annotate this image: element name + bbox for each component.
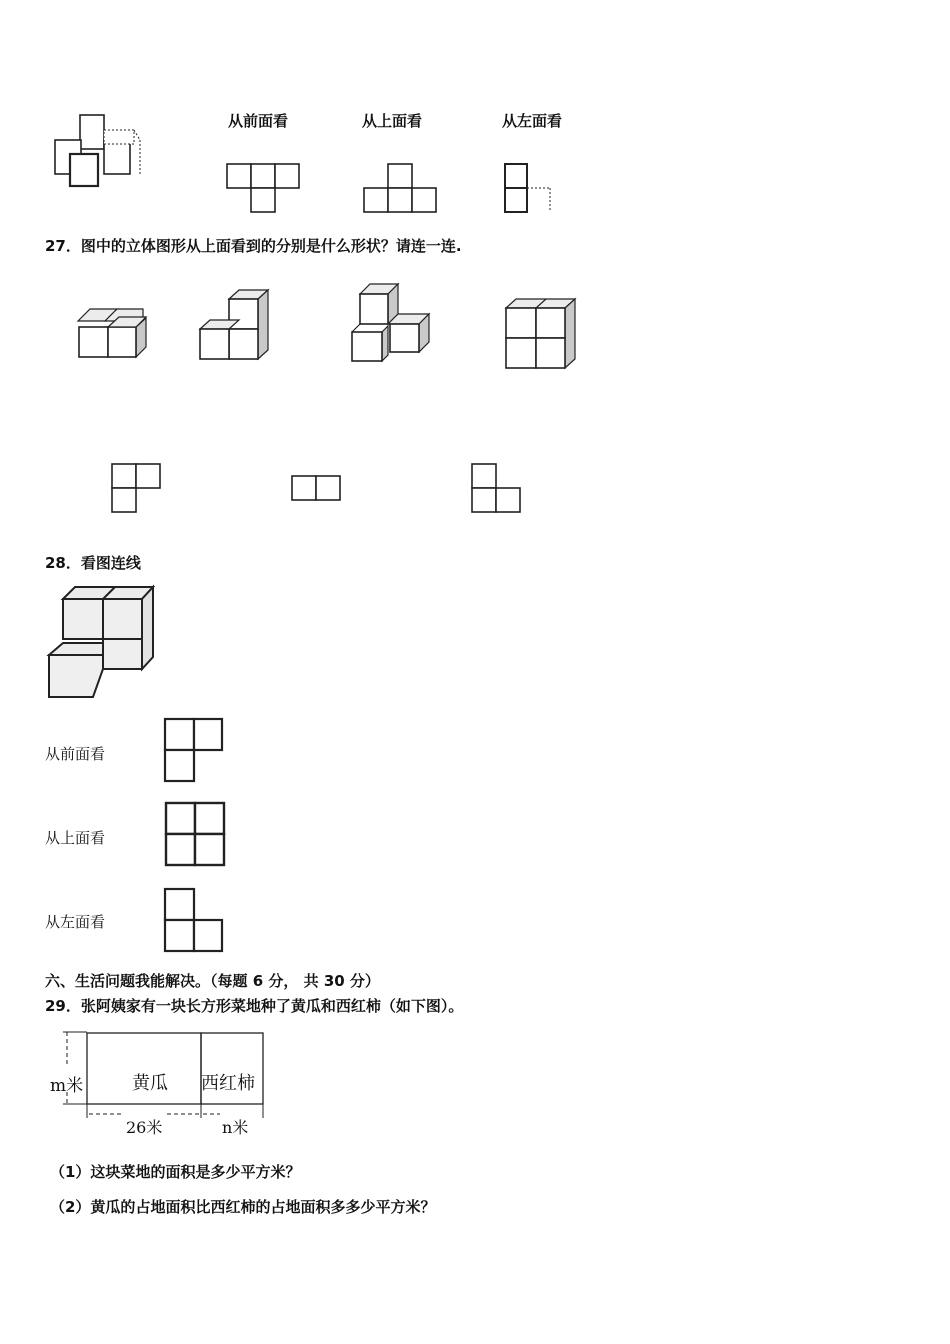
q26-top-view [362, 162, 442, 217]
q29-tomato-label: 西红柿 [201, 1073, 255, 1094]
q29-height-label: m米 [50, 1076, 84, 1096]
q27-solid-c [348, 280, 438, 365]
q28-number: 28． [45, 554, 81, 572]
q27-top-view-3 [470, 462, 525, 517]
q28-row-front-label: 从前面看 [45, 745, 106, 763]
q27-question [45, 236, 462, 256]
q26-solid-figure [50, 110, 150, 190]
q28-text: 看图连线 [80, 554, 141, 572]
q27-top-view-1 [110, 462, 165, 517]
q29-question [45, 996, 463, 1016]
q26-top-label: 从上面看 [362, 112, 423, 130]
q29-width2-label: n米 [222, 1118, 249, 1137]
q27-number: 27． [45, 237, 81, 255]
q27-solid-a [75, 303, 155, 363]
q29-number: 29． [45, 997, 81, 1015]
q29-width1-label: 26米 [126, 1118, 163, 1137]
q29-text: 张阿姨家有一块长方形菜地种了黄瓜和西红柿（如下图）。 [80, 997, 464, 1015]
q26-left-view [502, 162, 562, 217]
q26-front-view [225, 162, 305, 217]
q27-solid-b [197, 288, 277, 363]
q26-left-label: 从左面看 [502, 112, 563, 130]
q29-sub-question-2: （2）黄瓜的占地面积比西红柿的占地面积多多少平方米？ [50, 1198, 436, 1216]
q28-question [45, 553, 141, 573]
q28-view-left [163, 886, 228, 956]
q27-text: 图中的立体图形从上面看到的分别是什么形状？请连一连. [80, 237, 462, 255]
q28-row-left-label: 从左面看 [45, 913, 106, 931]
q28-view-front [163, 716, 228, 786]
q29-sub-question-1: （1）这块菜地的面积是多少平方米？ [50, 1163, 301, 1181]
q27-solid-d [503, 296, 583, 371]
q28-row-top-label: 从上面看 [45, 829, 106, 847]
q28-view-top [163, 800, 228, 870]
q26-front-label: 从前面看 [228, 112, 289, 130]
q27-top-view-2 [290, 474, 345, 504]
q29-cucumber-label: 黄瓜 [132, 1073, 168, 1094]
section6-title: 六、生活问题我能解决。（每题 6 分， 共 30 分） [45, 972, 380, 990]
q28-solid-figure [45, 585, 160, 703]
